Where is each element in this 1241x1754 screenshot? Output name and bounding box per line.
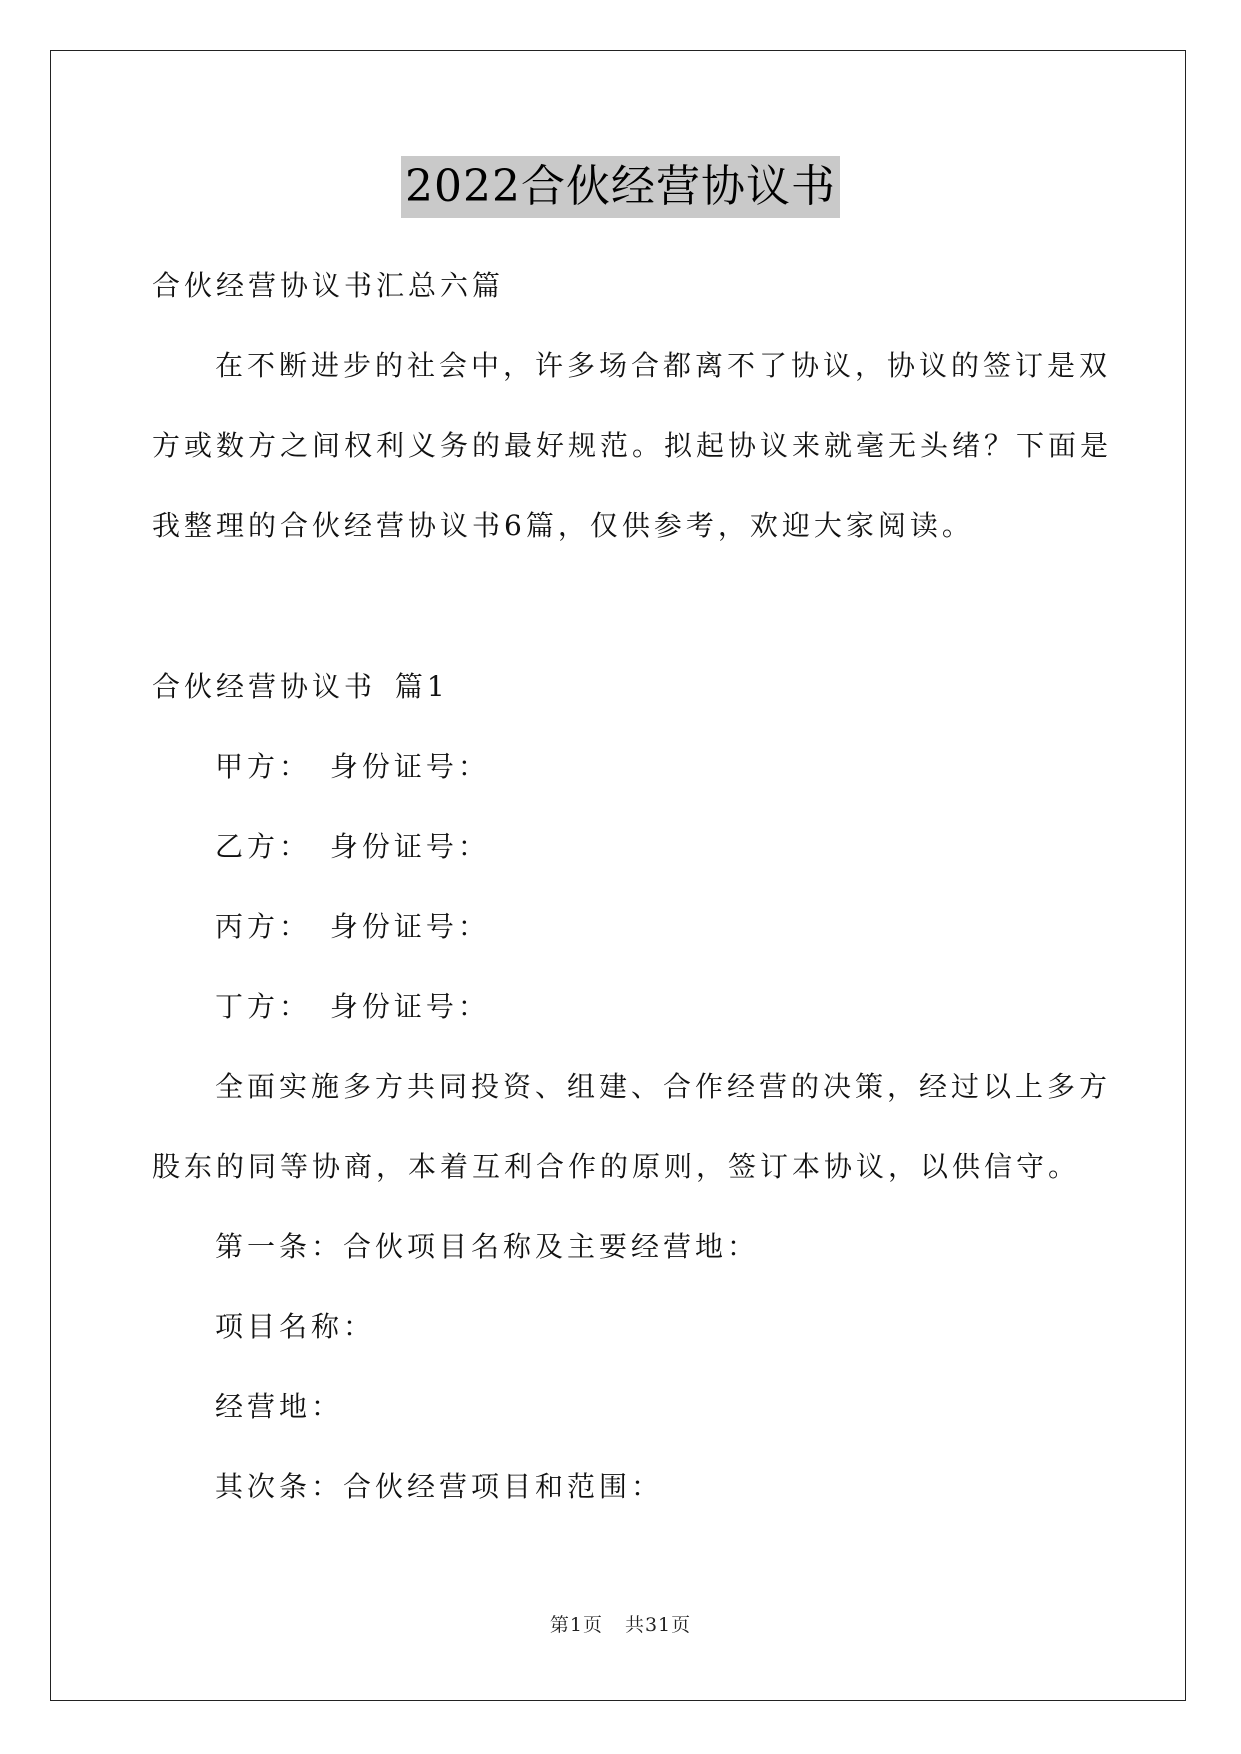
total-pages: 共31页 <box>624 1614 692 1636</box>
body-line-2: 股东的同等协商，本着互利合作的原则，签订本协议，以供信守。 <box>152 1150 1081 1183</box>
party-d: 丁方： 身份证号： <box>215 990 490 1023</box>
party-c: 丙方： 身份证号： <box>215 910 490 943</box>
page-footer <box>0 1612 1241 1638</box>
intro-line-2: 方或数方之间权利义务的最好规范。拟起协议来就毫无头绪？下面是 <box>152 429 1113 462</box>
party-a: 甲方： 身份证号： <box>215 750 490 783</box>
intro-line-3: 我整理的合伙经营协议书6篇，仅供参考，欢迎大家阅读。 <box>152 509 974 542</box>
body-line-1: 全面实施多方共同投资、组建、合作经营的决策，经过以上多方 <box>215 1070 1112 1103</box>
intro-line-1: 在不断进步的社会中，许多场合都离不了协议，协议的签订是双 <box>215 349 1112 382</box>
document-title: 2022合伙经营协议书 <box>401 156 840 218</box>
party-b: 乙方： 身份证号： <box>215 830 490 863</box>
clause-1: 第一条：合伙项目名称及主要经营地： <box>215 1230 760 1263</box>
section-heading: 合伙经营协议书 篇1 <box>152 670 449 703</box>
clause-project-name: 项目名称： <box>215 1310 376 1343</box>
clause-location: 经营地： <box>215 1390 344 1423</box>
document-subtitle: 合伙经营协议书汇总六篇 <box>152 269 505 302</box>
clause-2: 其次条：合伙经营项目和范围： <box>215 1470 664 1503</box>
title-wrap <box>0 156 1241 218</box>
current-page: 第1页 <box>549 1614 603 1636</box>
